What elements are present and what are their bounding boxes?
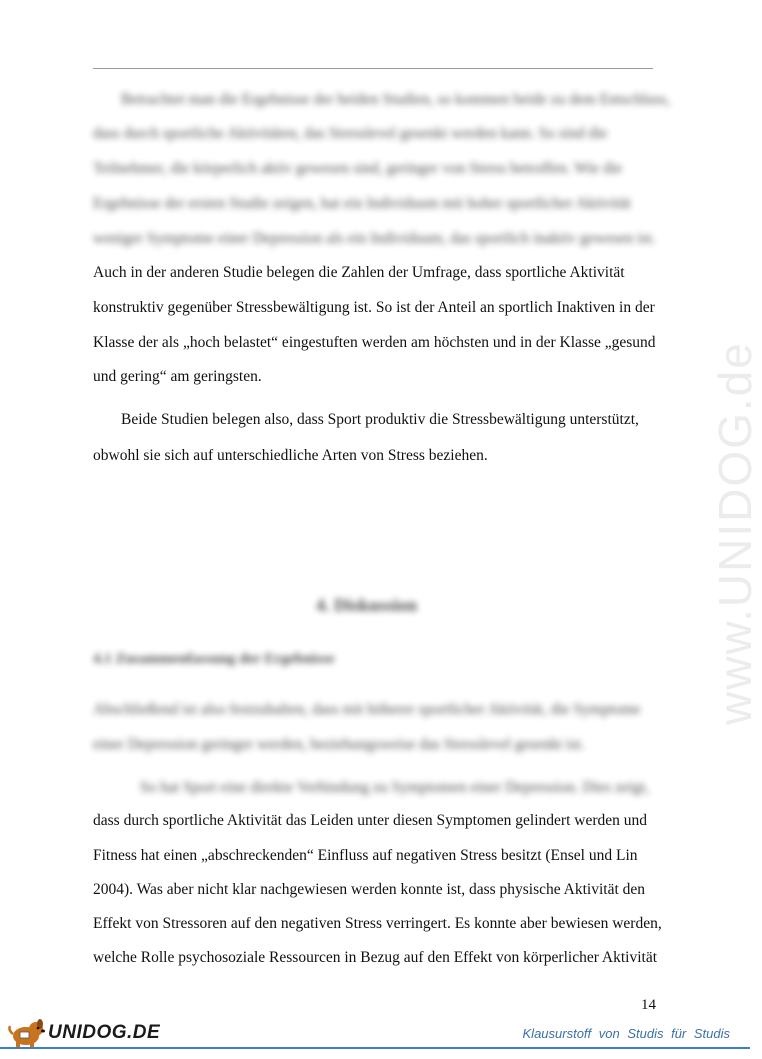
text-line: Klasse der als „hoch belastet“ eingestuften werden am höchsten und in der Klasse „gesund [93, 334, 656, 351]
watermark: www.UNIDOG.de [709, 341, 761, 725]
text-line: Beide Studien belegen also, dass Sport produktiv die Stressbewältigung unterstützt, [121, 411, 639, 428]
text-line: welche Rolle psychosoziale Ressourcen in Bezug auf den Effekt von körperlicher Aktivität [93, 949, 658, 966]
unidog-logo[interactable] [6, 1018, 160, 1048]
text-line-blurred: dass durch sportliche Aktivitäten, das Stresslevel gesenkt werden kann. So sind die [93, 125, 608, 142]
text-line-blurred: Teilnehmer, die körperlich aktiv gewesen sind, geringer von Stress betroffen. Wie die [93, 160, 623, 177]
text-line-blurred: Abschließend ist also festzuhalten, dass mit höherer sportlicher Aktivität, die Symptome [93, 701, 641, 718]
subsection-heading: 4.1 Zusammenfassung der Ergebnisse [93, 651, 335, 667]
text-line: obwohl sie sich auf unterschiedliche Arten von Stress beziehen. [93, 447, 488, 464]
text-line-blurred: Ergebnisse der ersten Studie zeigen, hat ein Individuum mit hoher sportlicher Aktivität [93, 195, 631, 212]
dog-icon [6, 1018, 46, 1048]
text-line: Effekt von Stressoren auf den negativen Stress verringert. Es konnte aber bewiesen werden, [93, 915, 662, 932]
text-line: 2004). Was aber nicht klar nachgewiesen werden konnte ist, dass physische Aktivität den [93, 881, 646, 898]
page-number: 14 [641, 997, 656, 1013]
text-line: dass durch sportliche Aktivität das Leiden unter diesen Symptomen gelindert werden und [93, 812, 647, 829]
text-line: konstruktiv gegenüber Stressbewältigung ist. So ist der Anteil an sportlich Inaktiven in der [93, 299, 655, 316]
text-line: und gering“ am geringsten. [93, 368, 262, 385]
text-line: Auch in der anderen Studie belegen die Zahlen der Umfrage, dass sportliche Aktivität [93, 264, 625, 281]
footer-slogan: Klausurstoff von Studis für Studis [522, 1026, 730, 1041]
logo-text: UNIDOG.DE [48, 1022, 161, 1043]
text-line: Fitness hat einen „abschreckenden“ Einfluss auf negativen Stress besitzt (Ensel und Lin [93, 847, 638, 864]
footer-bar [0, 1047, 750, 1049]
text-line-blurred: einer Depression geringer werden, beziehungsweise das Stresslevel gesenkt ist. [93, 736, 585, 753]
section-heading: 4. Diskussion [316, 595, 418, 615]
text-line-blurred: So hat Sport eine direkte Verbindung zu Symptomen einer Depression. Dies zeigt, [140, 779, 649, 796]
header-rule [93, 68, 653, 69]
text-line-blurred: Betrachtet man die Ergebnisse der beiden Studien, so kommen beide zu dem Entschluss, [121, 91, 670, 108]
text-line-blurred: weniger Symptome einer Depression als ein Individuum, das sportlich inaktiv gewesen ist. [93, 230, 656, 247]
